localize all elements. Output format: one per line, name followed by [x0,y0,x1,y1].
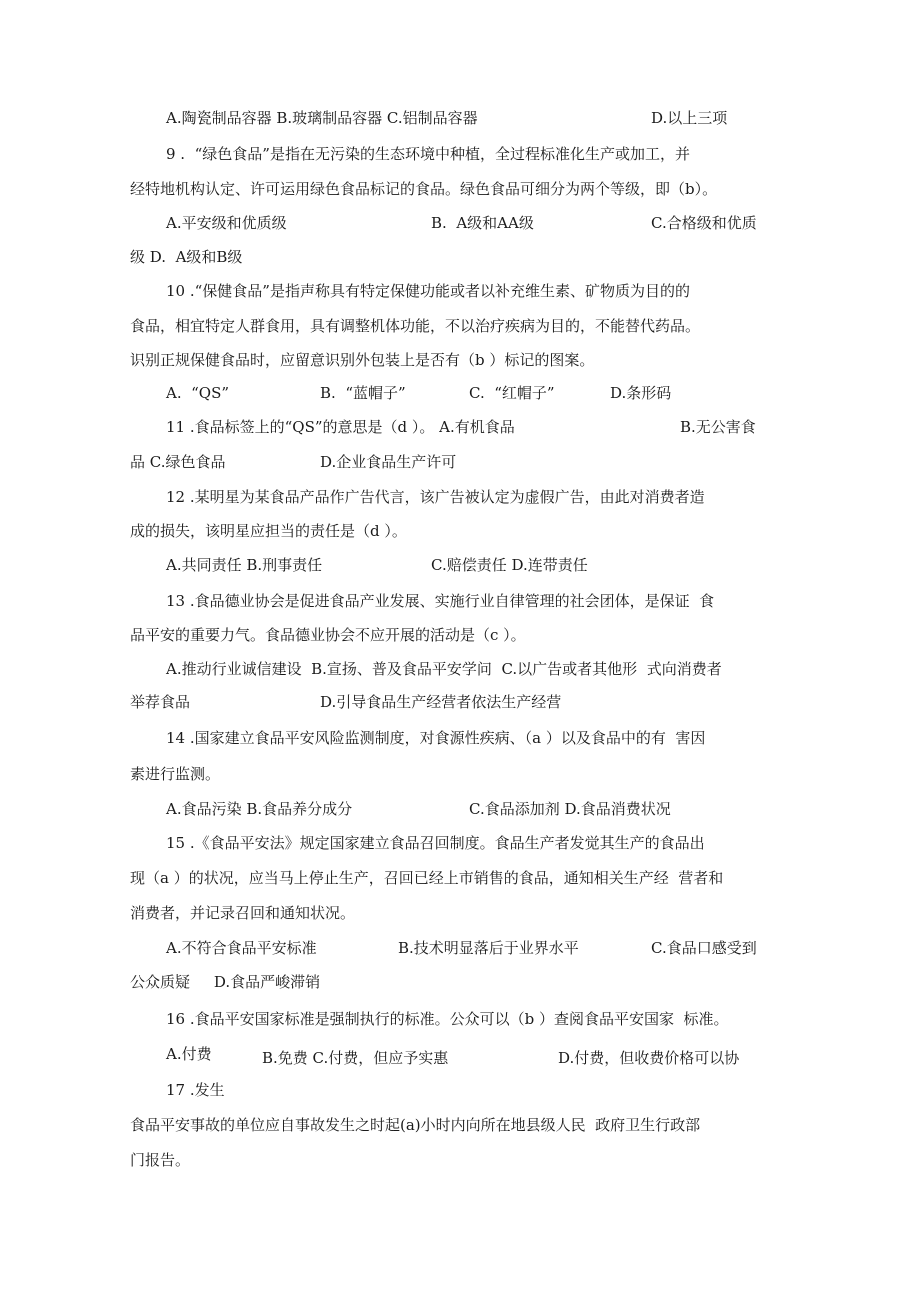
q15-text-line1: 15 .《食品平安法》规定国家建立食品召回制度。食品生产者发觉其生产的食品出 [166,834,705,852]
q11-text-line1: 11 .食品标签上的“QS”的意思是（d ）。 A.有机食品 [166,418,515,436]
q12-text-line2: 成的损失，该明星应担当的责任是（d ）。 [130,522,407,540]
q16-option-d: D.付费，但收费价格可以协 [558,1049,740,1067]
q17-text-line1: 17 .发生 [166,1081,225,1099]
q11-option-b-cont-c: 品 C.绿色食品 [130,453,226,471]
q11-option-d: D.企业食品生产许可 [320,453,457,471]
q15-option-c-cont-d: 公众质疑 D.食品严峻滞销 [130,973,321,991]
q13-option-d: D.引导食品生产经营者依法生产经营 [320,693,562,711]
q15-text-line2: 现（a ）的状况，应当马上停止生产，召回已经上市销售的食品，通知相关生产经 营者和 [130,869,724,887]
q10-text-line1: 10 .“保健食品”是指声称具有特定保健功能或者以补充维生素、矿物质为目的的 [166,282,690,300]
q14-options-cd: C.食品添加剂 D.食品消费状况 [469,800,671,818]
q16-text-line1: 16 .食品平安国家标准是强制执行的标准。公众可以（b ）查阅食品平安国家 标准。 [166,1010,729,1028]
q11-option-b: B.无公害食 [680,418,756,436]
q15-text-line3: 消费者，并记录召回和通知状况。 [130,904,356,922]
q9-option-c-cont-d: 级 D. A级和B级 [130,248,243,266]
q15-option-c: C.食品口感受到 [651,939,757,957]
q17-text-line3: 门报告。 [130,1151,191,1169]
q9-option-c: C.合格级和优质 [651,214,757,232]
q12-options-cd: C.赔偿责任 D.连带责任 [431,556,588,574]
q8-option-d: D.以上三项 [651,109,728,127]
q16-options-bc: B.免费 C.付费，但应予实惠 [262,1049,449,1067]
q10-option-c: C. “红帽子” [469,384,555,402]
q13-option-c-cont: 举荐食品 [130,693,191,711]
q15-option-a: A.不符合食品平安标准 [166,939,317,957]
q10-option-a: A. “QS” [166,384,230,402]
q9-option-a: A.平安级和优质级 [166,214,287,232]
q15-option-b: B.技术明显落后于业界水平 [398,939,579,957]
q14-text-line2: 素进行监测。 [130,765,221,783]
q10-option-d: D.条形码 [610,384,672,402]
q10-text-line2: 食品，相宜特定人群食用，具有调整机体功能，不以治疗疾病为目的，不能替代药品。 [130,317,701,335]
q8-options-abc: A.陶瓷制品容器 B.玻璃制品容器 C.铝制品容器 [166,109,478,127]
q16-option-a: A.付费 [166,1045,212,1063]
q9-text-line2: 经特地机构认定、许可运用绿色食品标记的食品。绿色食品可细分为两个等级，即（b）。 [130,180,718,198]
q10-text-line3: 识别正规保健食品时，应留意识别外包装上是否有（b ）标记的图案。 [130,351,595,369]
q13-options-abc: A.推动行业诚信建设 B.宣扬、普及食品平安学问 C.以广告或者其他形 式向消费者 [166,660,722,678]
q10-option-b: B. “蓝帽子” [320,384,406,402]
q13-text-line1: 13 .食品德业协会是促进食品产业发展、实施行业自律管理的社会团体，是保证 食 [166,592,715,610]
q17-text-line2: 食品平安事故的单位应自事故发生之时起(a)小时内向所在地县级人民 政府卫生行政部 [130,1116,701,1134]
q9-option-b: B. A级和AA级 [431,214,534,232]
q12-options-ab: A.共同责任 B.刑事责任 [166,556,323,574]
q14-text-line1: 14 .国家建立食品平安风险监测制度，对食源性疾病、（a ）以及食品中的有 害因 [166,729,706,747]
q9-text-line1: 9 . “绿色食品”是指在无污染的生态环境中种植，全过程标准化生产或加工，并 [166,145,690,163]
q14-options-ab: A.食品污染 B.食品养分成分 [166,800,353,818]
q12-text-line1: 12 .某明星为某食品产品作广告代言，该广告被认定为虚假广告，由此对消费者造 [166,488,705,506]
q13-text-line2: 品平安的重要力气。食品德业协会不应开展的活动是（c ）。 [130,626,526,644]
